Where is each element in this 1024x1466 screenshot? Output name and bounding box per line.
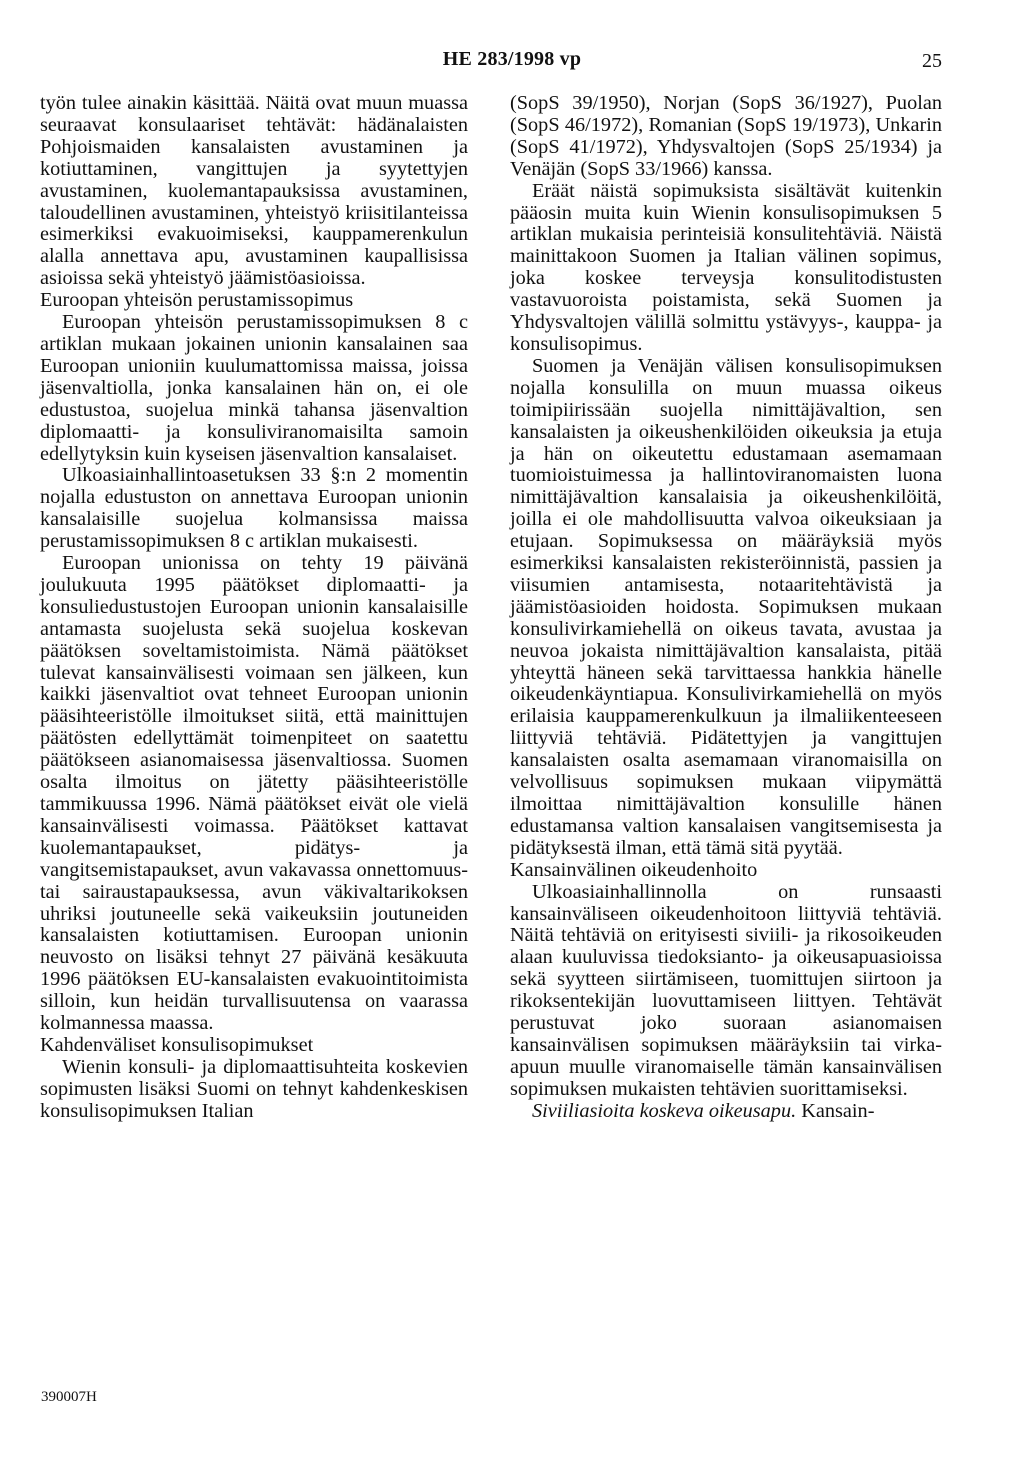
section-heading: Kansainvälinen oikeudenhoito (510, 858, 758, 881)
section-heading: Kahdenväliset konsulisopimukset (40, 1033, 314, 1056)
italic-run-in-heading: Siviiliasioita koskeva oikeusapu. (532, 1099, 797, 1122)
paragraph-text: Kansain- (796, 1099, 875, 1122)
paragraph: Ulkoasiainhallintoasetuksen 33 §:n 2 momentin nojalla edustuston on annettava Euroopan unionin kansalaisille suojelua kolmansissa maissa perustamissopimuksen 8 c artiklan mukaisesti. (40, 464, 468, 553)
paragraph: työn tulee ainakin käsittää. Näitä ovat muun muassa seuraavat konsulaariset tehtävät: hädänalaisten Pohjoismaiden kansalaisten avustaminen ja kotiuttaminen, vangittujen ja syytettyjen avustaminen, kuolemantapauksissa avustaminen, taloudellinen avustaminen, yhteistyö kriisitilanteissa esimerkiksi evakuoimiseksi, kauppamerenkulun alalla annettava apu, avustaminen kaupallisissa asioissa sekä yhteistyö jäämistöasioissa. (40, 92, 468, 290)
paragraph: Wienin konsuli- ja diplomaattisuhteita koskevien sopimusten lisäksi Suomi on tehnyt kahdenkeskisen konsulisopimuksen Italian (40, 1055, 468, 1122)
paragraph: Ulkoasiainhallinnolla on runsaasti kansainväliseen oikeudenhoitoon liittyviä tehtäviä. Näitä tehtäviä on erityisesti siviili- ja rikosoikeuden alaan kuuluvissa tiedoksianto- ja oikeusapuasioissa sekä syytteen siirtämiseen, tuomittujen siirtoon ja rikoksentekijän luovuttamiseen liittyen. Tehtävät perustuvat joko suoraan asianomaisen kansainvälisen sopimuksen määräyksiin tai virka-apuun muulle viranomaiselle tämän kansainvälisen sopimuksen mukaisten tehtävien suorittamiseksi. (510, 880, 942, 1100)
right-column (510, 93, 942, 1123)
section-heading: Euroopan yhteisön perustamissopimus (40, 289, 354, 312)
paragraph: Euroopan unionissa on tehty 19 päivänä joulukuuta 1995 päätökset diplomaatti- ja konsuliedustustojen Euroopan unionin kansalaisille antamasta suojelusta sekä suojelua koskevan päätöksen soveltamistoimista. Nämä päätökset tulevat kansainvälisesti voimaan sen jälkeen, kun kaikki jäsenvaltiot ovat tehneet Euroopan unionin pääsihteeristölle ilmoitukset siitä, että mainittujen päätösten edellyttämät toimenpiteet on saatettu päätökseen asianomaisessa jäsenvaltiossa. Suomen osalta ilmoitus on jätetty pääsihteeristölle tammikuussa 1996. Nämä päätökset eivät ole vielä kansainvälisesti voimassa. Päätökset kattavat kuolemantapaukset, pidätys- ja vangitsemistapaukset, avun vakavassa onnettomuus- tai sairaustapauksessa, avun väkivaltarikoksen uhriksi joutuneelle sekä vaikeuksiin joutuneiden kansalaisten kotiuttamisen. Euroopan unionin neuvosto on lisäksi tehnyt 27 päivänä kesäkuuta 1996 päätöksen EU-kansalaisten evakuointitoimista silloin, kun heidän turvallisuutensa on vaarassa kolmannessa maassa. (40, 552, 468, 1035)
paragraph: (SopS 39/1950), Norjan (SopS 36/1927), Puolan (SopS 46/1972), Romanian (SopS 19/1973), Unkarin (SopS 41/1972), Yhdysvaltojen (SopS 25/1934) ja Venäjän (SopS 33/1966) kanssa. (510, 92, 942, 180)
footer-code: 390007H (41, 1389, 97, 1405)
paragraph: Eräät näistä sopimuksista sisältävät kuitenkin pääosin muita kuin Wienin konsulisopimuksen 5 artiklan mukaisia perinteisiä konsulitehtäviä. Näistä mainittakoon Suomen ja Italian välinen sopimus, joka koskee terveysja konsulitodistusten vastavuoroista poistamista, sekä Suomen ja Yhdysvaltojen välillä solmittu ystävyys-, kauppa- ja konsulisopimus. (510, 179, 942, 355)
paragraph (510, 1101, 942, 1123)
paragraph: Euroopan yhteisön perustamissopimuksen 8 c artiklan mukaan jokainen unionin kansalainen saa Euroopan unioniin kuulumattomissa maissa, joissa jäsenvaltiolla, jonka kansalainen hän on, ei ole edustustoa, suojelua minkä tahansa jäsenvaltion diplomaatti- ja konsuliviranomaisilta samoin edellytyksin kuin kyseisen jäsenvaltion kansalaiset. (40, 311, 468, 465)
running-head: HE 283/1998 vp (442, 48, 582, 70)
page-number: 25 (922, 50, 942, 72)
paragraph: Suomen ja Venäjän välisen konsulisopimuksen nojalla konsulilla on muun muassa oikeus toimipiirissään suojella nimittäjävaltion, sen kansalaisten ja oikeushenkilöiden oikeuksia ja etuja ja hän on oikeutettu edustamaan asemamaan tuomioistuimessa ja hallintoviranomaisten luona nimittäjävaltion kansalaisia ja oikeushenkilöitä, joilla ei ole mahdollisuutta valvoa oikeuksiaan ja etujaan. Sopimuksessa on määräyksiä myös esimerkiksi kansalaisten rekisteröinnistä, passien ja viisumien antamisesta, notaaritehtävistä ja jäämistöasioiden hoidosta. Sopimuksen mukaan konsulivirkamiehellä on oikeus tavata, avustaa ja neuvoa jokaista nimittäjävaltion kansalaista, pitää yhteyttä häneen sekä tarvittaessa hankkia hänelle oikeudenkäyntiapua. Konsulivirkamiehellä on myös erilaisia kauppamerenkulkuun ja ilmaliikenteeseen liittyviä tehtäviä. Pidätettyjen ja vangittujen kansalaisten osalta asemamaan viranomaisilla on velvollisuus sopimuksen mukaan viipymättä ilmoittaa nimittäjävaltion konsulille hänen edustamansa valtion kansalaisen vangitsemisesta ja pidätyksestä ilman, että tämä sitä pyytää. (510, 354, 942, 859)
left-column (40, 93, 468, 1123)
